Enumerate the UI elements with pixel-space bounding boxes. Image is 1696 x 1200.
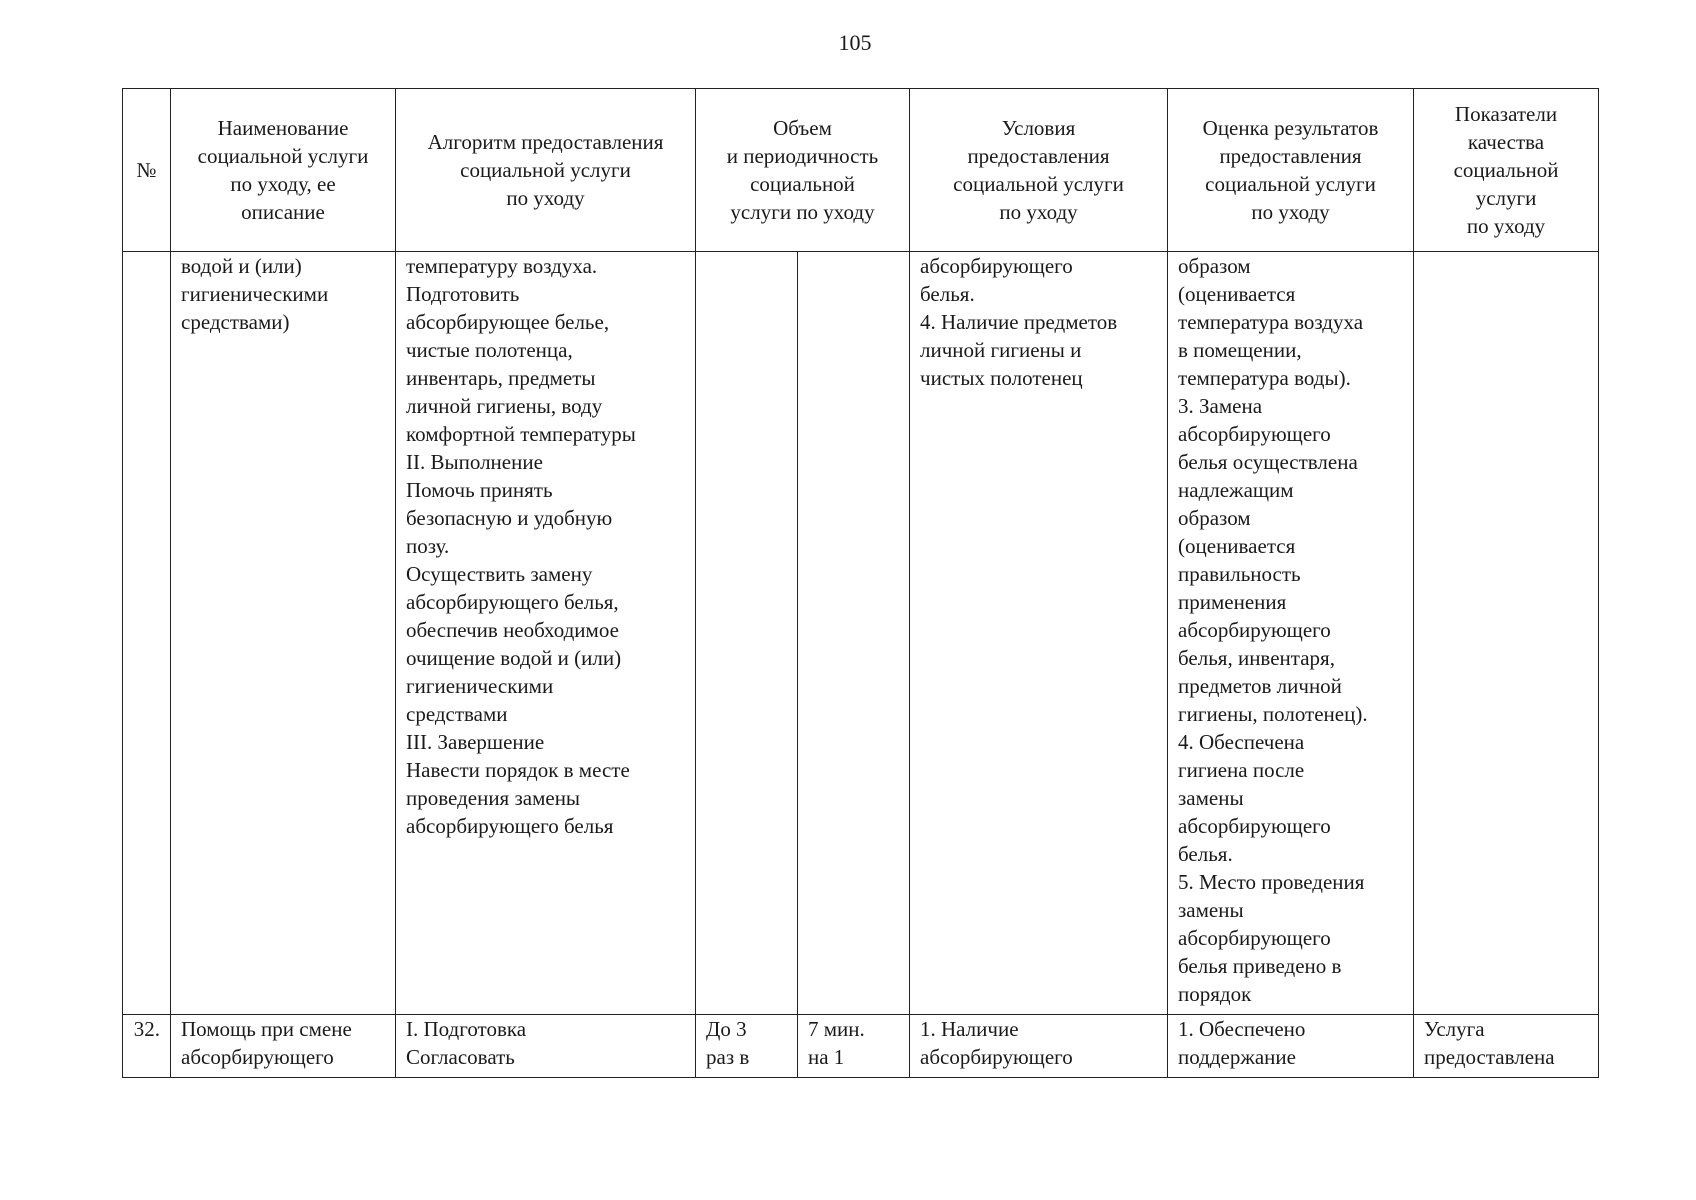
periodicity-cell (798, 252, 910, 1015)
header-conditions: Условия предоставления социальной услуги по уходу (910, 89, 1168, 252)
header-number: № (123, 89, 171, 252)
service-name-cell: водой и (или) гигиеническими средствами) (171, 252, 396, 1015)
algorithm-cell: температуру воздуха. Подготовить абсорбирующее белье, чистые полотенца, инвентарь, предметы личной гигиены, воду комфортной температуры II. Выполнение Помочь принять безопасную и удобную позу. Осуществить замену абсорбирующего белья, обеспечив необходимое очищение водой и (или) гигиеническими средствами III. Завершение Навести порядок в месте проведения замены абсорбирующего белья (396, 252, 696, 1015)
table-header-row (123, 89, 1599, 252)
volume-cell (696, 252, 798, 1015)
table-row (123, 252, 1599, 1015)
conditions-cell: абсорбирующего белья. 4. Наличие предметов личной гигиены и чистых полотенец (910, 252, 1168, 1015)
evaluation-cell: 1. Обеспечено поддержание (1168, 1015, 1414, 1078)
care-services-table (122, 88, 1599, 1078)
table-row (123, 1015, 1599, 1078)
header-volume-periodicity: Объем и периодичность социальной услуги по уходу (696, 89, 910, 252)
row-number: 32. (123, 1015, 171, 1078)
quality-cell (1414, 252, 1599, 1015)
algorithm-cell: I. Подготовка Согласовать (396, 1015, 696, 1078)
page-number: 105 (838, 30, 872, 55)
header-evaluation: Оценка результатов предоставления социальной услуги по уходу (1168, 89, 1414, 252)
conditions-cell: 1. Наличие абсорбирующего (910, 1015, 1168, 1078)
row-number (123, 252, 171, 1015)
header-algorithm: Алгоритм предоставления социальной услуги по уходу (396, 89, 696, 252)
periodicity-cell: 7 мин. на 1 (798, 1015, 910, 1078)
volume-cell: До 3 раз в (696, 1015, 798, 1078)
quality-cell: Услуга предоставлена (1414, 1015, 1599, 1078)
header-quality: Показатели качества социальной услуги по уходу (1414, 89, 1599, 252)
service-name-cell: Помощь при смене абсорбирующего (171, 1015, 396, 1078)
evaluation-cell: образом (оценивается температура воздуха в помещении, температура воды). 3. Замена абсорбирующего белья осуществлена надлежащим образом (оценивается правильность применения абсорбирующего белья, инвентаря, предметов личной гигиены, полотенец). 4. Обеспечена гигиена после замены абсорбирующего белья. 5. Место проведения замены абсорбирующего белья приведено в порядок (1168, 252, 1414, 1015)
header-service-name: Наименование социальной услуги по уходу, ее описание (171, 89, 396, 252)
